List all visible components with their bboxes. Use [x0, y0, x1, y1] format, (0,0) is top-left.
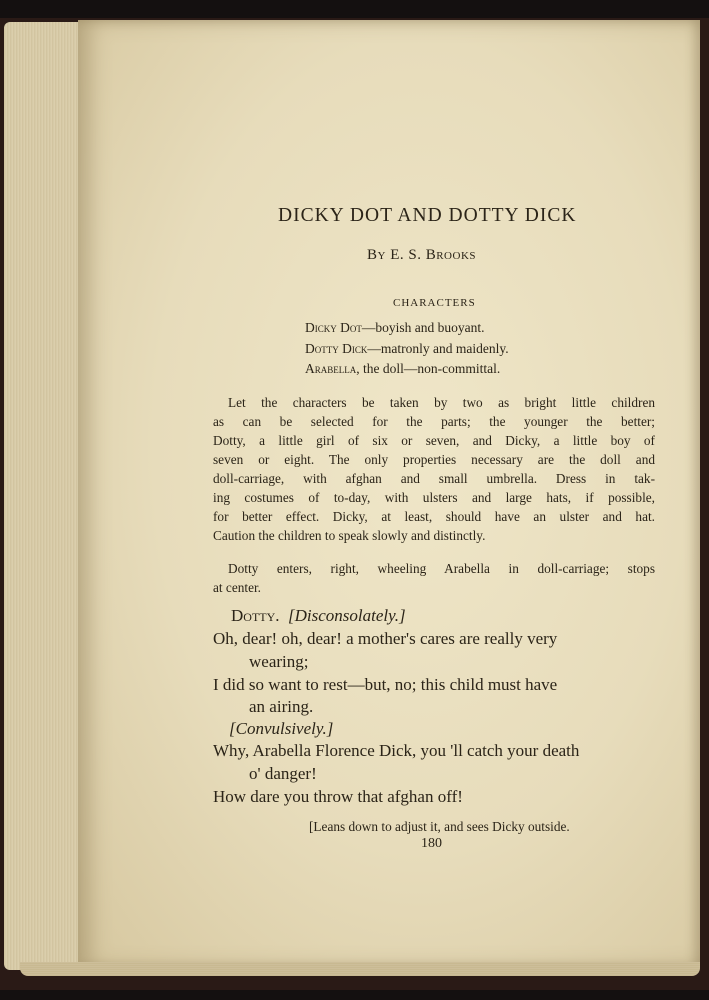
- author-name: E. S. Brooks: [390, 247, 476, 263]
- stage-direction-line: at center.: [213, 580, 261, 595]
- verse-line: How dare you throw that afghan off!: [213, 787, 463, 806]
- bottom-page-edges: [20, 962, 700, 976]
- character-entry: [305, 341, 509, 357]
- character-entry: [305, 320, 485, 336]
- speaker-direction: [Disconsolately.]: [288, 606, 406, 625]
- character-desc: the doll—non-committal.: [359, 361, 501, 376]
- play-title: DICKY DOT AND DOTTY DICK: [278, 205, 577, 226]
- character-desc: —matronly and maidenly.: [367, 341, 509, 356]
- instructions-line: for better effect. Dicky, at least, should have an ulster and hat.: [213, 509, 655, 524]
- character-name: Dicky Dot: [305, 320, 362, 335]
- byline-prefix: By: [367, 247, 386, 263]
- speaker-name: Dotty.: [231, 606, 280, 625]
- byline: [367, 247, 476, 264]
- instructions-line: as can be selected for the parts; the younger the better;: [213, 414, 655, 429]
- character-entry: [305, 361, 500, 377]
- verse-line: wearing;: [249, 652, 309, 671]
- stage-direction-line: Dotty enters, right, wheeling Arabella in doll-carriage; stops: [228, 561, 655, 576]
- instructions-line: Caution the children to speak slowly and distinctly.: [213, 528, 486, 543]
- exit-direction: [Leans down to adjust it, and sees Dicky outside.: [309, 819, 570, 834]
- verse-line: an airing.: [249, 697, 314, 716]
- instructions-line: doll-carriage, with afghan and small umbrella. Dress in tak-: [213, 471, 655, 486]
- instructions-line: ing costumes of to-day, with ulsters and large hats, if possible,: [213, 490, 655, 505]
- verse-line: Why, Arabella Florence Dick, you 'll catch your death: [213, 741, 580, 760]
- page-number: 180: [421, 836, 442, 851]
- character-name: Arabella,: [305, 361, 360, 376]
- character-desc: —boyish and buoyant.: [361, 320, 485, 335]
- speaker-line: [231, 606, 406, 626]
- instructions-line: seven or eight. The only properties necessary are the doll and: [213, 452, 655, 467]
- characters-heading: CHARACTERS: [393, 297, 476, 309]
- verse-line: I did so want to rest—but, no; this child must have: [213, 675, 558, 694]
- instructions-line: Let the characters be taken by two as bright little children: [228, 395, 655, 410]
- verse-direction: [Convulsively.]: [229, 719, 334, 738]
- verse-line: Oh, dear! oh, dear! a mother's cares are really very: [213, 629, 558, 648]
- verse-line: o' danger!: [249, 764, 317, 783]
- character-name: Dotty Dick: [305, 341, 368, 356]
- instructions-line: Dotty, a little girl of six or seven, and Dicky, a little boy of: [213, 433, 655, 448]
